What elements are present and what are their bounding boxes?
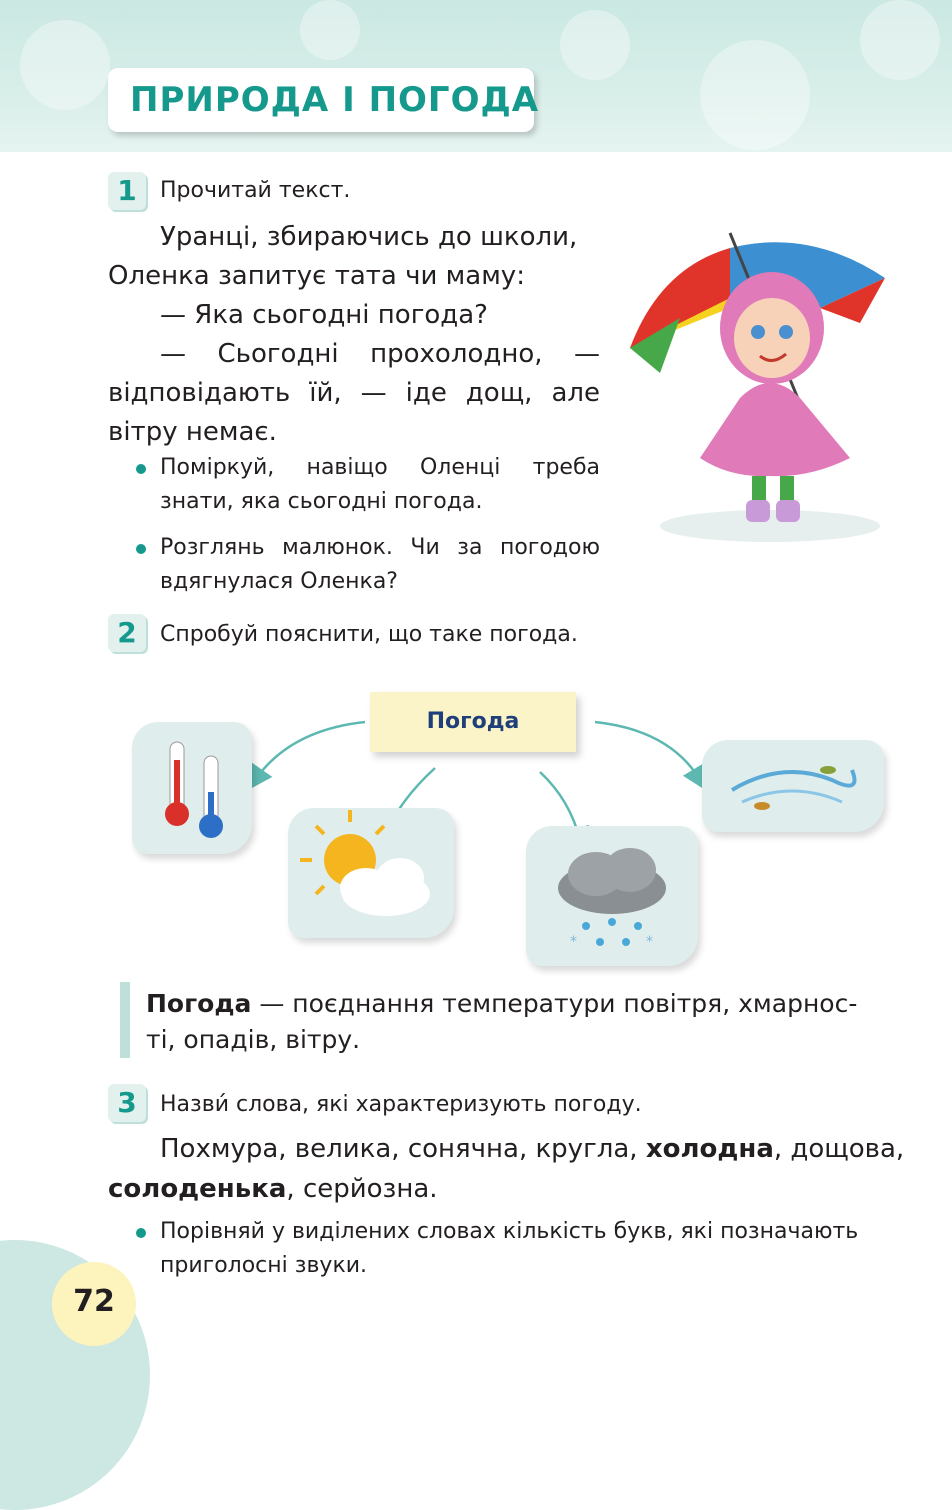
word-list-part: , дощова, [773, 1134, 905, 1164]
definition-term: Погода [146, 989, 252, 1018]
rain-snow-cloud-icon [526, 826, 698, 966]
bullet-text: знати, яка сьогодні погода. [160, 489, 483, 514]
bullet-text: вдягнулася Оленка? [160, 569, 398, 594]
weather-label-note [370, 692, 576, 752]
bold-word: холодна [645, 1134, 774, 1164]
decor-bubble [560, 10, 630, 80]
bullet-dot [136, 464, 146, 474]
bullet-text: Поміркуй, навіщо Оленці треба [160, 455, 600, 480]
page-number: 72 [73, 1284, 115, 1319]
text-line: Уранці, збираючись до школи, [160, 222, 578, 252]
rain-cloud-card [526, 826, 698, 966]
sun-cloud-card [288, 808, 454, 938]
definition-bar [120, 982, 130, 1058]
task-number-3: 3 [108, 1084, 146, 1122]
word-list-line-1 [160, 1130, 904, 1169]
bullet-dot [136, 544, 146, 554]
task-number-2: 2 [108, 614, 146, 652]
girl-umbrella-illustration [620, 228, 890, 548]
svg-text:*: * [570, 934, 577, 950]
wind-icon [702, 740, 884, 832]
page-title: ПРИРОДА І ПОГОДА [130, 80, 540, 120]
text-line: відповідають їй, — іде дощ, але [108, 378, 600, 408]
definition [146, 986, 876, 1058]
decor-bubble [700, 40, 810, 150]
bullet-text: Розглянь малюнок. Чи за погодою [160, 535, 600, 560]
thermometer-icon [132, 722, 252, 854]
task-3-instruction: Назви́ слова, які характеризують погоду. [160, 1092, 642, 1117]
word-list-line-2 [108, 1170, 438, 1209]
task-number-1: 1 [108, 172, 146, 210]
decor-bubble [300, 0, 360, 60]
svg-text:*: * [646, 934, 653, 950]
word-list-part: Похмура, велика, сонячна, кругла, [160, 1134, 646, 1164]
sun-cloud-icon [288, 808, 454, 938]
thermometer-card [132, 722, 252, 854]
bullet-dot [136, 1228, 146, 1238]
task-2-instruction: Спробуй пояснити, що таке погода. [160, 622, 578, 647]
wind-card [702, 740, 884, 832]
definition-text-1: — поєднання температури повітря, хмарнос- [251, 989, 858, 1018]
bullet-text: приголосні звуки. [160, 1253, 368, 1278]
word-list-part: , серйозна. [286, 1174, 438, 1204]
text-line: — Сьогодні прохолодно, — [160, 339, 600, 369]
text-line: Оленка запитує тата чи маму: [108, 261, 525, 291]
decor-bubble [20, 20, 110, 110]
decor-bubble [860, 0, 940, 80]
bullet-text: Порівняй у виділених словах кількість букв, які позначають [160, 1219, 859, 1244]
text-line: — Яка сьогодні погода? [160, 300, 488, 330]
task-1-instruction: Прочитай текст. [160, 178, 351, 203]
text-line: вітру немає. [108, 417, 277, 447]
bold-word: солоденька [108, 1174, 287, 1204]
weather-label: Погода [426, 709, 520, 734]
definition-text-2: ті, опадів, вітру. [146, 1025, 361, 1054]
